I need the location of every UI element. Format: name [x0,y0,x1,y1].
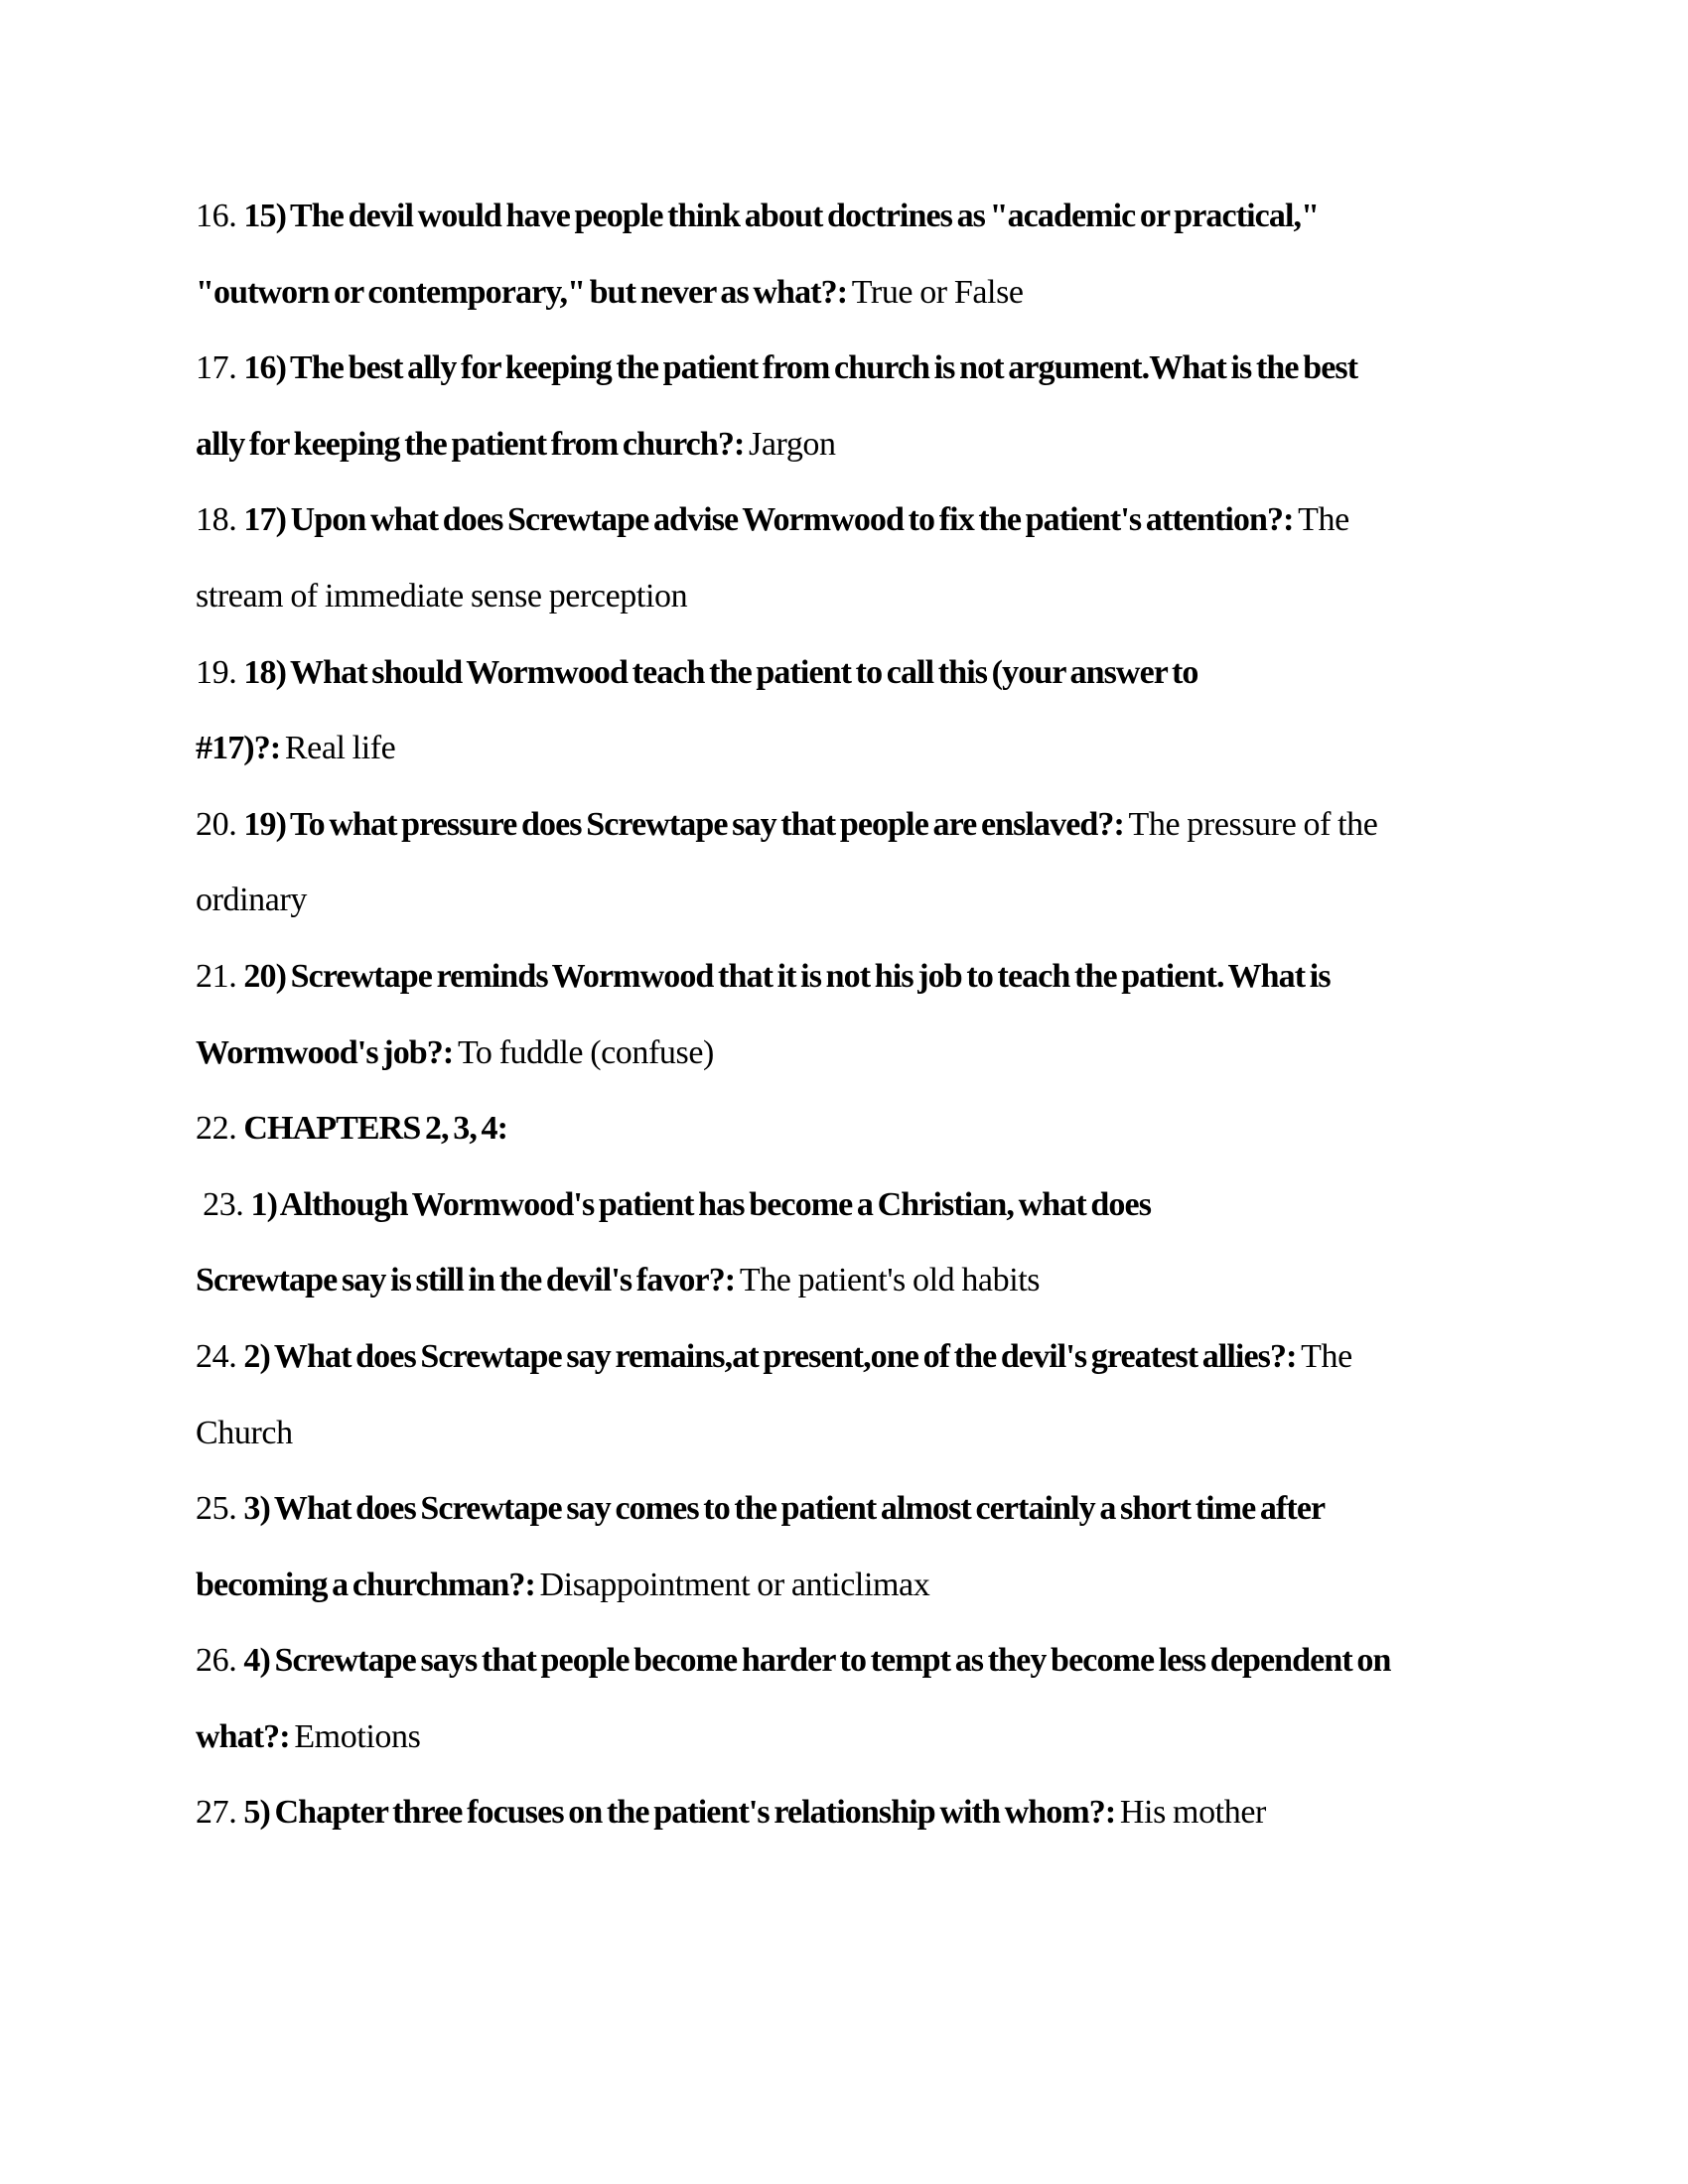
question-text: 16) The best ally for keeping the patient from church is not argument.What is the best [243,349,1358,387]
answer-text: The patient's old habits [739,1262,1041,1299]
document-line [196,1016,1586,1092]
question-text: #17)?: [196,730,285,767]
list-number: 19. [196,653,244,691]
list-number: 20. [196,805,244,843]
question-text: 4) Screwtape says that people become harder to tempt as they become less dependent on [243,1642,1391,1680]
document-line [196,331,1586,407]
document-line [196,863,1586,939]
document-line [196,1243,1586,1319]
document-line [196,407,1586,483]
list-number: 16. [196,198,244,234]
document-line [196,255,1586,332]
document-line [196,1700,1586,1776]
document-line [196,1775,1586,1851]
question-text: 20) Screwtape reminds Wormwood that it is not his job to teach the patient. What is [243,957,1331,995]
question-text: 2) What does Screwtape say remains,at present,one of the devil's greatest allies?: [243,1337,1302,1375]
document-line [196,482,1586,559]
list-number: 26. [196,1642,244,1680]
question-text: 15) The devil would have people think about doctrines as "academic or practical," [243,198,1320,234]
answer-text: ordinary [196,882,307,919]
answer-text: His mother [1119,1794,1266,1832]
question-text: 17) Upon what does Screwtape advise Wormwood to fix the patient's attention?: [243,501,1299,539]
list-number: 24. [196,1337,244,1375]
list-number: 18. [196,501,244,539]
question-text: 19) To what pressure does Screwtape say that people are enslaved?: [243,805,1129,843]
question-text: 3) What does Screwtape say comes to the patient almost certainly a short time after [243,1490,1326,1528]
answer-text: The [1298,501,1349,539]
answer-text: Church [196,1414,293,1451]
document-line [196,635,1586,712]
list-number: 17. [196,349,244,387]
section-heading: CHAPTERS 2, 3, 4: [243,1110,508,1148]
answer-text: stream of immediate sense perception [196,577,688,614]
document-line [196,1167,1586,1244]
document-line [196,939,1586,1016]
document-line [196,1471,1586,1548]
document-line [196,179,1586,255]
answer-text: To fuddle (confuse) [457,1033,714,1071]
list-number: 21. [196,957,244,995]
document-line [196,1548,1586,1624]
document-line [196,711,1586,787]
question-text: "outworn or contemporary," but never as what?: [196,273,852,311]
document-line [196,1396,1586,1472]
answer-text: Emotions [294,1717,421,1755]
answer-text: True or False [851,273,1024,311]
question-text: 5) Chapter three focuses on the patient's relationship with whom?: [243,1794,1120,1832]
list-number: 25. [196,1490,244,1528]
list-number: 27. [196,1794,244,1832]
document-line [196,787,1586,864]
answer-text: The [1301,1337,1352,1375]
answer-text: Disappointment or anticlimax [539,1566,930,1603]
question-text: 18) What should Wormwood teach the patient to call this (your answer to [243,653,1198,691]
list-number: 23. [196,1185,251,1223]
question-text: 1) Although Wormwood's patient has become a Christian, what does [250,1185,1152,1223]
answer-text: Real life [284,730,396,767]
document-line [196,559,1586,635]
question-text: ally for keeping the patient from church?: [196,425,749,463]
question-text: becoming a churchman?: [196,1566,540,1603]
question-text: Screwtape say is still in the devil's favor?: [196,1262,740,1299]
document-content [196,179,1586,1851]
answer-text: The pressure of the [1128,805,1378,843]
document-line [196,1091,1586,1167]
question-text: Wormwood's job?: [196,1033,458,1071]
list-number: 22. [196,1110,244,1148]
document-line [196,1319,1586,1396]
question-text: what?: [196,1717,295,1755]
answer-text: Jargon [749,425,836,463]
document-line [196,1623,1586,1700]
